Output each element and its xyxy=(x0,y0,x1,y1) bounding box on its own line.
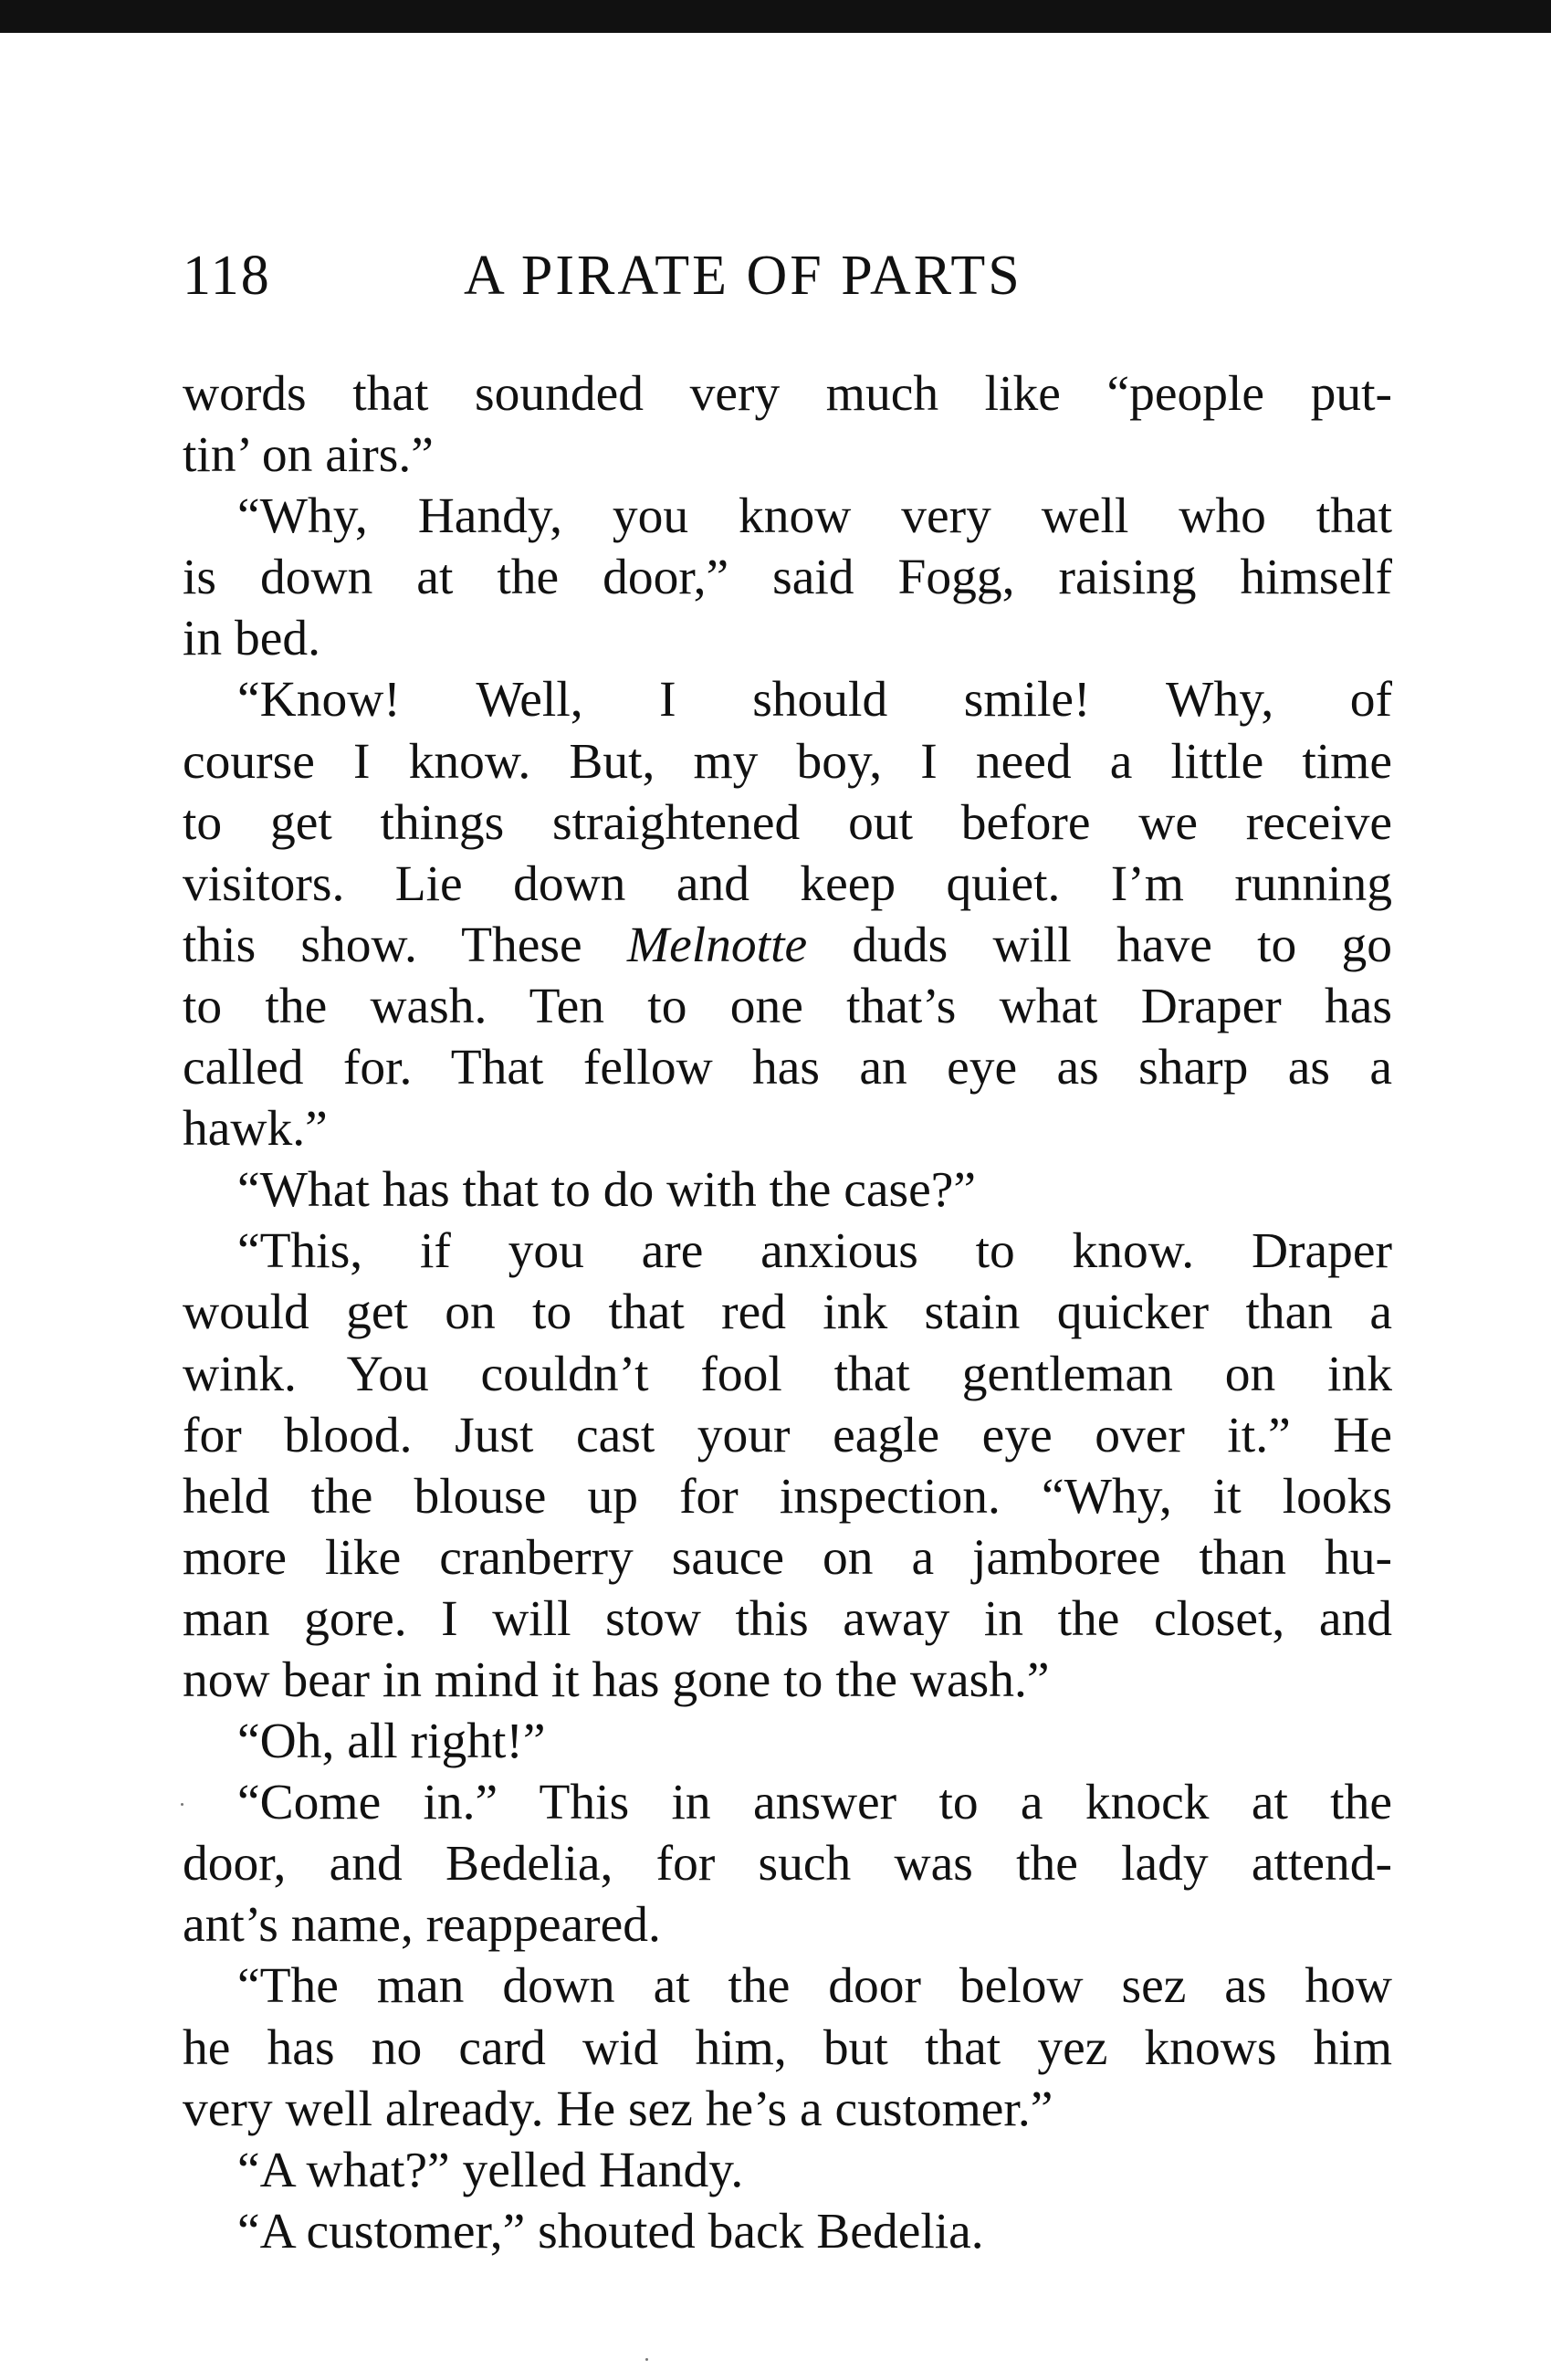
text-line: held the blouse up for inspection. “Why, it looks xyxy=(183,1468,1392,1525)
text-line: more like cranberry sauce on a jamboree than hu- xyxy=(183,1529,1392,1586)
text-line: would get on to that red ink stain quicker than a xyxy=(183,1284,1392,1341)
running-header xyxy=(183,239,1397,312)
text-line: visitors. Lie down and keep quiet. I’m running xyxy=(183,855,1392,912)
paper-speck xyxy=(181,1803,183,1806)
text-line: to the wash. Ten to one that’s what Draper has xyxy=(183,978,1392,1034)
text-line: course I know. But, my boy, I need a little time xyxy=(183,733,1392,790)
text-line: “A what?” yelled Handy. xyxy=(237,2142,744,2198)
text-line: “Why, Handy, you know very well who that xyxy=(237,488,1392,545)
text-line: door, and Bedelia, for such was the lady attend- xyxy=(183,1836,1392,1892)
text-line: “A customer,” shouted back Bedelia. xyxy=(237,2203,984,2259)
paper-speck xyxy=(645,2358,648,2361)
text-line: “This, if you are anxious to know. Draper xyxy=(237,1223,1392,1280)
text-line: words that sounded very much like “people put- xyxy=(183,366,1392,422)
page-number: 118 xyxy=(183,245,271,307)
text-line: man gore. I will stow this away in the closet, and xyxy=(183,1590,1392,1647)
text-line: tin’ on airs.” xyxy=(183,427,434,484)
text-line: for blood. Just cast your eagle eye over it.” He xyxy=(183,1407,1392,1463)
text-line: called for. That fellow has an eye as sharp as a xyxy=(183,1040,1392,1096)
line-segment: this show. These xyxy=(183,917,627,973)
text-line: to get things straightened out before we receive xyxy=(183,794,1392,851)
text-line: ant’s name, reappeared. xyxy=(183,1897,661,1954)
text-line: very well already. He sez he’s a customer.” xyxy=(183,2081,1053,2137)
text-line: “Know! Well, I should smile! Why, of xyxy=(237,672,1392,729)
text-line: “Come in.” This in answer to a knock at the xyxy=(237,1775,1392,1831)
italic-title: Melnotte xyxy=(626,917,808,973)
top-border-rule xyxy=(0,0,1551,33)
text-line: “The man down at the door below sez as how xyxy=(237,1958,1392,2015)
text-line: he has no card wid him, but that yez knows him xyxy=(183,2019,1392,2076)
line-segment: duds will have to go xyxy=(807,917,1393,973)
text-line: in bed. xyxy=(183,611,321,667)
text-line: wink. You couldn’t fool that gentleman on ink xyxy=(183,1346,1392,1402)
text-line: hawk.” xyxy=(183,1101,328,1158)
text-line: is down at the door,” said Fogg, raising himself xyxy=(183,550,1392,606)
text-line: “Oh, all right!” xyxy=(237,1714,546,1770)
text-line: “What has that to do with the case?” xyxy=(237,1162,977,1219)
body-text xyxy=(183,363,1392,2262)
text-line: now bear in mind it has gone to the wash.” xyxy=(183,1651,1050,1708)
text-line xyxy=(183,915,1392,976)
running-title: A PIRATE OF PARTS xyxy=(464,245,1022,307)
